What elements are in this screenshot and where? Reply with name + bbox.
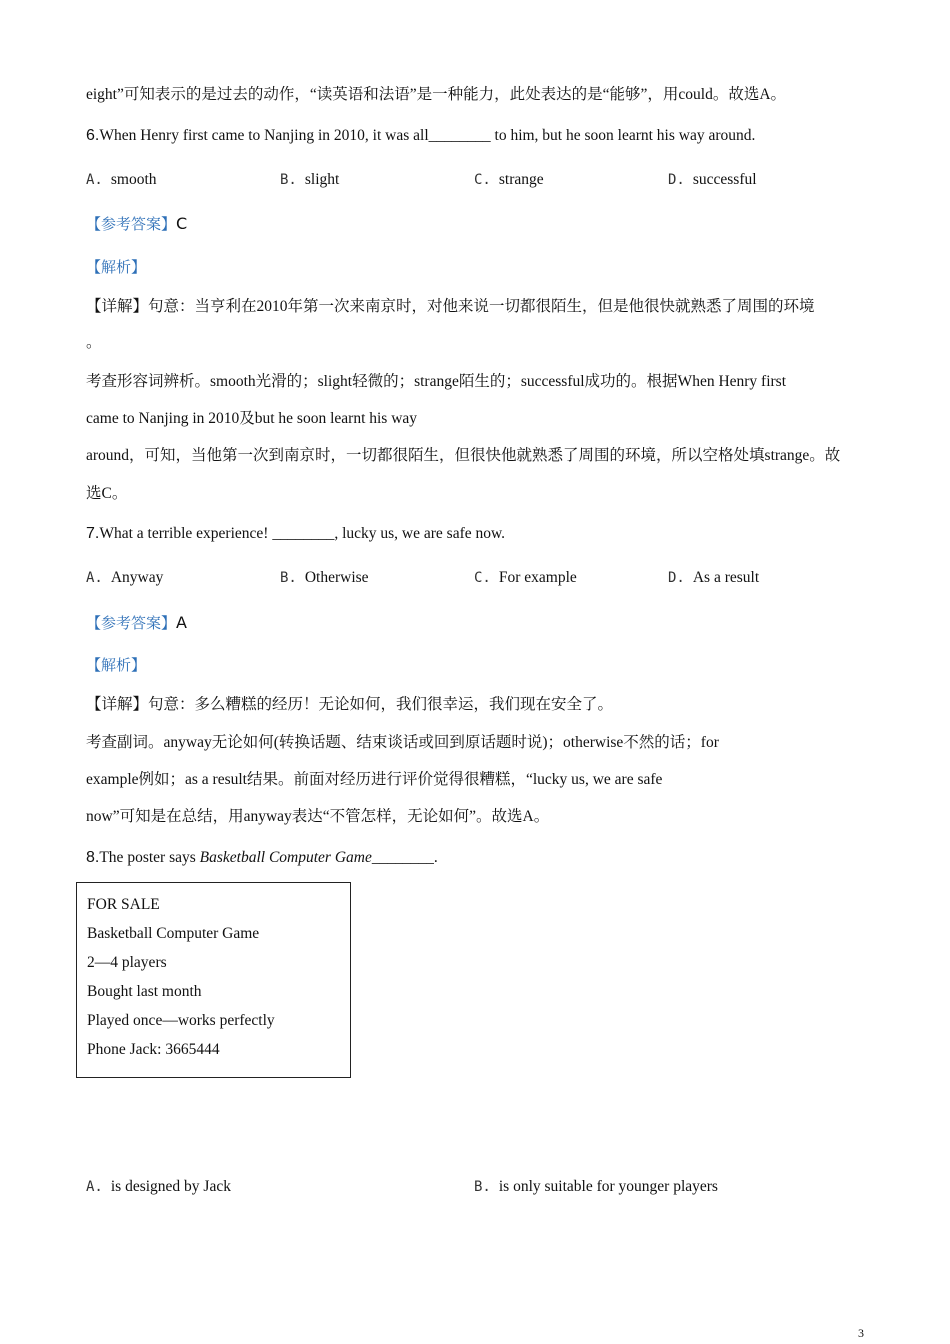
poster-line: FOR SALE (87, 896, 160, 913)
explanation-line: 考查形容词辨析。smooth光滑的；slight轻微的；strange陌生的；successful成功的。根据When Henry first (86, 373, 787, 390)
option-text: Otherwise (304, 569, 369, 586)
poster-line: Basketball Computer Game (87, 925, 260, 942)
q8-option-b[interactable] (474, 1178, 718, 1196)
poster-line: Phone Jack: 3665444 (87, 1041, 220, 1058)
q6-option-c[interactable] (474, 171, 544, 189)
q7-option-b[interactable] (280, 569, 369, 587)
explanation-line: 选C。 (86, 485, 128, 502)
question-number: 6. (86, 127, 100, 144)
answer-tag: 【参考答案】 (86, 614, 177, 632)
option-letter: A. (86, 172, 103, 188)
explanation-line: example例如；as a result结果。前面对经历进行评价觉得很糟糕，“lucky us, we are safe (86, 771, 663, 788)
question-text: The poster says (99, 849, 200, 866)
q8-option-a[interactable] (86, 1178, 231, 1196)
q7-option-a[interactable] (86, 569, 163, 587)
explanation-line: 【详解】句意：当亨利在2010年第一次来南京时，对他来说一切都很陌生，但是他很快就熟悉了周围的环境 (86, 298, 815, 315)
question-text: What a terrible experience! ________, lucky us, we are safe now. (99, 525, 506, 542)
explanation-line: 【详解】句意：多么糟糕的经历！无论如何，我们很幸运，我们现在安全了。 (86, 696, 614, 713)
question-number: 8. (86, 849, 100, 866)
option-text: is designed by Jack (110, 1178, 231, 1195)
option-letter: D. (668, 570, 685, 586)
page-number: 3 (858, 1326, 864, 1340)
analysis-tag: 【解析】 (86, 258, 147, 276)
question-blank: ________. (371, 849, 438, 866)
question-italic-title: Basketball Computer Game (199, 849, 372, 866)
q6-option-a[interactable] (86, 171, 157, 189)
answer-tag: 【参考答案】 (86, 215, 177, 233)
explanation-line: around，可知，当他第一次到南京时，一切都很陌生，但很快他就熟悉了周围的环境，所以空格处填strange。故 (86, 447, 841, 464)
option-letter: D. (668, 172, 685, 188)
poster-line: Bought last month (87, 983, 202, 1000)
explanation-line: 。 (86, 334, 102, 351)
explanation-line: 考查副词。anyway无论如何(转换话题、结束谈话或回到原话题时说)；otherwise不然的话；for (86, 734, 719, 751)
question-7 (86, 525, 505, 543)
q7-option-d[interactable] (668, 569, 759, 587)
poster-line: 2—4 players (87, 954, 167, 971)
option-letter: A. (86, 1179, 103, 1195)
option-letter: C. (474, 570, 491, 586)
answer-value: A (176, 613, 187, 632)
answer-value: C (176, 214, 188, 233)
q6-option-d[interactable] (668, 171, 757, 189)
option-text: smooth (110, 171, 157, 188)
option-text: For example (498, 569, 577, 586)
option-text: As a result (692, 569, 760, 586)
option-text: is only suitable for younger players (498, 1178, 718, 1195)
analysis-tag: 【解析】 (86, 656, 147, 674)
option-letter: B. (474, 1179, 491, 1195)
q6-option-b[interactable] (280, 171, 339, 189)
question-6 (86, 127, 755, 145)
option-text: Anyway (110, 569, 164, 586)
option-text: successful (692, 171, 757, 188)
explanation-line: eight”可知表示的是过去的动作，“读英语和法语”是一种能力，此处表达的是“能够”，用could。故选A。 (86, 86, 787, 103)
poster-line: Played once—works perfectly (87, 1012, 275, 1029)
q7-option-c[interactable] (474, 569, 577, 587)
poster-box (76, 882, 351, 1078)
option-letter: A. (86, 570, 103, 586)
question-8 (86, 849, 438, 867)
option-letter: C. (474, 172, 491, 188)
q7-answer (86, 612, 187, 633)
option-text: slight (304, 171, 340, 188)
option-text: strange (498, 171, 544, 188)
explanation-line: now”可知是在总结，用anyway表达“不管怎样，无论如何”。故选A。 (86, 808, 550, 825)
option-letter: B. (280, 172, 297, 188)
question-number: 7. (86, 525, 100, 542)
q6-answer (86, 213, 187, 234)
option-letter: B. (280, 570, 297, 586)
explanation-line: came to Nanjing in 2010及but he soon learnt his way (86, 410, 418, 427)
question-text: When Henry first came to Nanjing in 2010, it was all________ to him, but he soon learnt his way around. (99, 127, 756, 144)
